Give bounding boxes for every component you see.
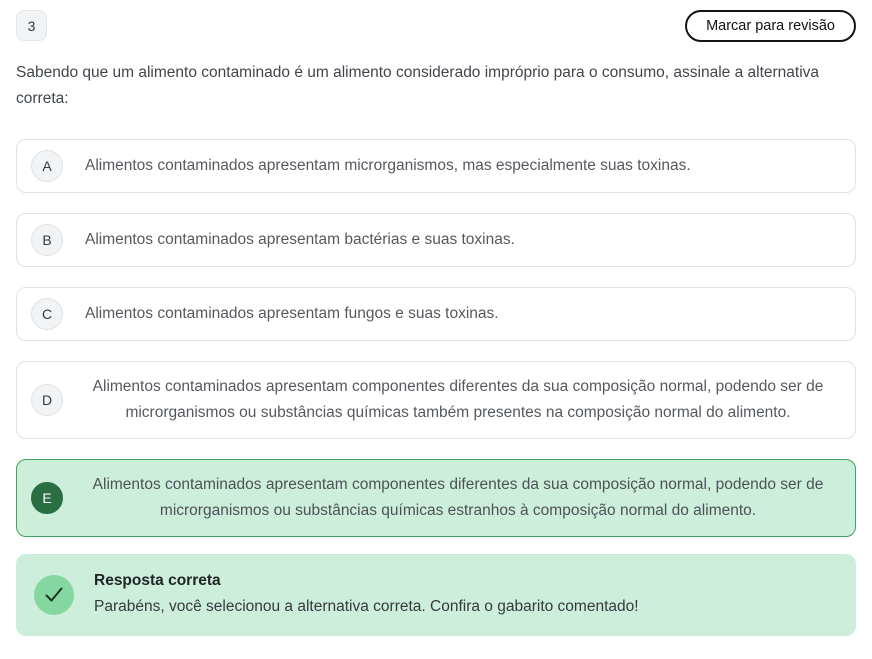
option-b[interactable] [16,213,856,267]
question-number-badge: 3 [16,10,47,41]
option-d-text: Alimentos contaminados apresentam componentes diferentes da sua composição normal, podendo ser de microrganismos ou substâncias químicas também presentes na composição normal do alimento. [92,378,824,421]
option-a-letter-badge: A [31,150,63,182]
correct-answer-panel [16,554,856,636]
option-a[interactable] [16,139,856,193]
option-c-text: Alimentos contaminados apresentam fungos e suas toxinas. [85,305,499,322]
option-e-selected-correct[interactable] [16,459,856,537]
option-e-text: Alimentos contaminados apresentam componentes diferentes da sua composição normal, podendo ser de microrganismos ou substâncias químicas estranhos à composição normal do alimento. [92,476,824,519]
option-e-letter-badge: E [31,482,63,514]
option-d[interactable] [16,361,856,439]
question-header [16,10,856,42]
option-c[interactable] [16,287,856,341]
feedback-message: Parabéns, você selecionou a alternativa correta. Confira o gabarito comentado! [94,597,639,615]
question-text: Sabendo que um alimento contaminado é um alimento considerado impróprio para o consumo, assinale a alternativa correta: [16,64,820,107]
mark-for-review-button[interactable]: Marcar para revisão [685,10,856,42]
feedback-text-block [94,572,639,619]
feedback-title: Resposta correta [94,571,221,589]
option-d-letter-badge: D [31,384,63,416]
option-b-letter-badge: B [31,224,63,256]
options-list [16,139,856,537]
check-icon [34,575,74,615]
option-a-text: Alimentos contaminados apresentam microrganismos, mas especialmente suas toxinas. [85,157,691,174]
option-c-letter-badge: C [31,298,63,330]
option-b-text: Alimentos contaminados apresentam bactérias e suas toxinas. [85,231,515,248]
